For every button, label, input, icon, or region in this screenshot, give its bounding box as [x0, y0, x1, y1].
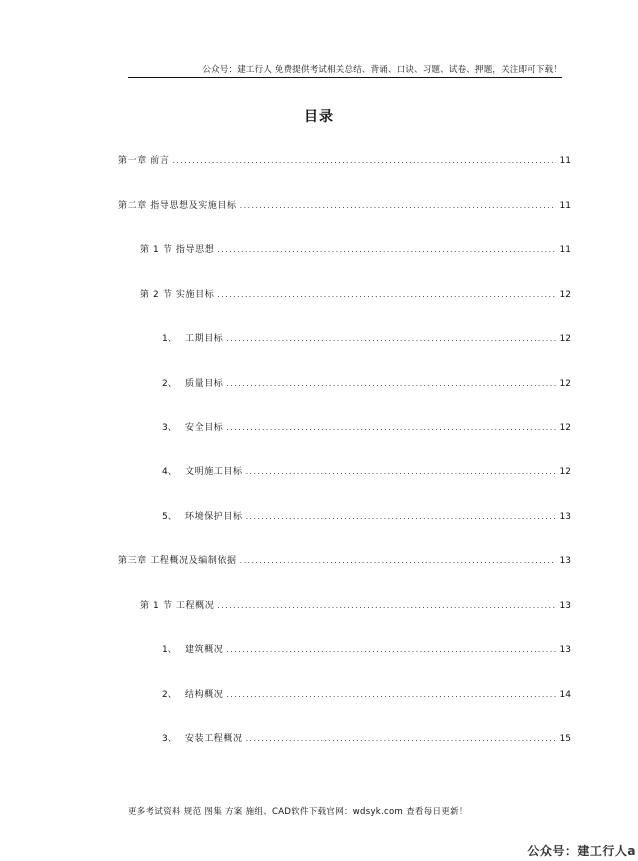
header-divider — [128, 77, 562, 78]
toc-entry-chapter-2[interactable] — [118, 200, 571, 212]
header-note: 公众号：建工行人 免费提供考试相关总结、背诵、口诀、习题、试卷、押题，关注即可下载！ — [202, 65, 562, 75]
dot-leader — [226, 644, 556, 656]
toc-entry-item-4[interactable] — [162, 466, 571, 478]
dot-leader — [172, 155, 556, 167]
toc-page-number: 13 — [559, 645, 571, 655]
toc-item-number: 1、 — [162, 645, 177, 655]
toc-page-number: 11 — [559, 156, 571, 166]
toc-entry-text: 第二章 指导思想及实施目标 — [118, 201, 237, 211]
toc-title: 目录 — [304, 109, 334, 125]
dot-leader — [246, 733, 556, 745]
dot-leader — [226, 378, 556, 390]
toc-page-number: 15 — [559, 734, 571, 744]
toc-page-number: 12 — [559, 334, 571, 344]
toc-entry-chapter-3[interactable] — [118, 555, 571, 567]
toc-entry-text: 第 1 节 指导思想 — [140, 245, 215, 255]
toc-page-number: 12 — [559, 290, 571, 300]
dot-leader — [226, 422, 556, 434]
toc-item-number: 3、 — [162, 423, 177, 433]
toc-entry-chapter-1[interactable] — [118, 155, 571, 167]
toc-entry-text: 质量目标 — [185, 379, 224, 389]
dot-leader — [240, 200, 556, 212]
toc-entry-text: 环境保护目标 — [185, 512, 243, 522]
dot-leader — [226, 333, 556, 345]
toc-item-number: 4、 — [162, 467, 177, 477]
toc-entry-item-5[interactable] — [162, 511, 571, 523]
toc-entry-section-2-2[interactable] — [140, 289, 571, 301]
toc-page-number: 12 — [559, 467, 571, 477]
toc-entry-text: 第一章 前言 — [118, 156, 170, 166]
toc-entry-text: 第 1 节 工程概况 — [140, 601, 215, 611]
toc-entry-item-1[interactable] — [162, 333, 571, 345]
toc-entry-item-3-2[interactable] — [162, 689, 571, 701]
toc-page-number: 14 — [559, 690, 571, 700]
toc-entry-text: 第三章 工程概况及编制依据 — [118, 556, 237, 566]
toc-entry-text: 安全目标 — [185, 423, 224, 433]
toc-entry-item-3-1[interactable] — [162, 644, 571, 656]
toc-entry-text: 建筑概况 — [185, 645, 224, 655]
dot-leader — [240, 555, 556, 567]
toc-item-number: 1、 — [162, 334, 177, 344]
footer-note: 更多考试资料 规范 图集 方案 施组、CAD软件下载官网：wdsyk.com 查看每日更新！ — [128, 807, 468, 817]
toc-page-number: 13 — [559, 601, 571, 611]
toc-entry-item-3[interactable] — [162, 422, 571, 434]
toc-entry-text: 安装工程概况 — [185, 734, 243, 744]
toc-entry-section-3-1[interactable] — [140, 600, 571, 612]
toc-entry-item-2[interactable] — [162, 378, 571, 390]
toc-entry-text: 工期目标 — [185, 334, 224, 344]
toc-item-number: 5、 — [162, 512, 177, 522]
toc-entry-text: 结构概况 — [185, 690, 224, 700]
toc-page-number: 11 — [559, 201, 571, 211]
toc-entry-item-3-3[interactable] — [162, 733, 571, 745]
dot-leader — [246, 466, 556, 478]
dot-leader — [217, 600, 556, 612]
toc-item-number: 2、 — [162, 379, 177, 389]
toc-item-number: 3、 — [162, 734, 177, 744]
toc-page-number: 12 — [559, 379, 571, 389]
toc-entry-text: 第 2 节 实施目标 — [140, 290, 215, 300]
toc-entry-text: 文明施工目标 — [185, 467, 243, 477]
toc-item-number: 2、 — [162, 690, 177, 700]
toc-page-number: 13 — [559, 556, 571, 566]
toc-page-number: 11 — [559, 245, 571, 255]
dot-leader — [217, 289, 556, 301]
toc-page-number: 12 — [559, 423, 571, 433]
toc-entry-section-2-1[interactable] — [140, 244, 571, 256]
watermark: 公众号：建工行人a — [527, 844, 636, 858]
dot-leader — [226, 689, 556, 701]
toc-page-number: 13 — [559, 512, 571, 522]
dot-leader — [217, 244, 556, 256]
dot-leader — [246, 511, 556, 523]
